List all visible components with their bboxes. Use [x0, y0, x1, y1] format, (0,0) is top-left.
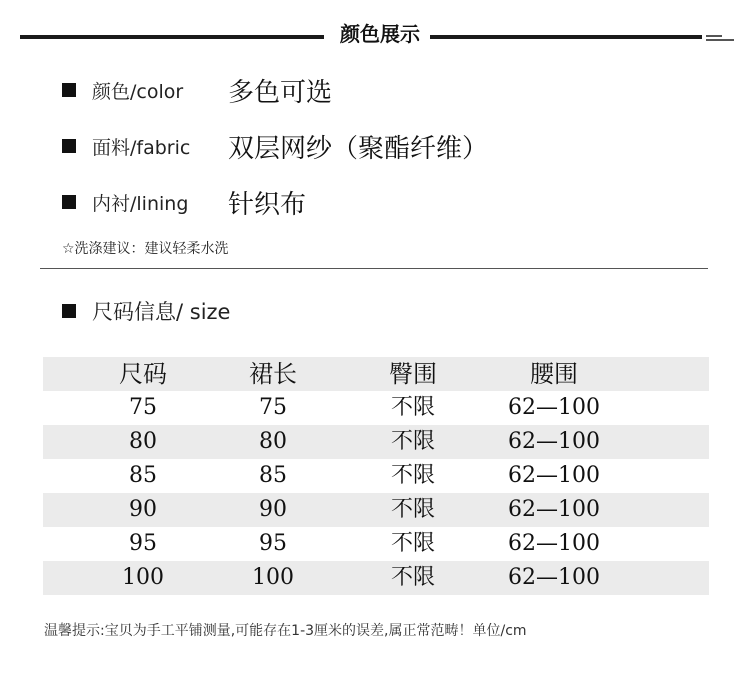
header-line-right — [430, 35, 702, 39]
cell-size: 95 — [129, 531, 157, 556]
cell-length: 80 — [259, 429, 287, 454]
page-title: 颜色展示 — [340, 22, 420, 46]
attribute-label: 面料/fabric — [92, 136, 191, 159]
attribute-value: 双层网纱（聚酯纤维） — [228, 133, 489, 164]
attribute-value: 多色可选 — [228, 77, 333, 108]
attribute-row-lining — [62, 186, 306, 218]
cell-length: 75 — [259, 395, 287, 420]
size-section-heading — [62, 295, 230, 327]
attribute-value: 针织布 — [228, 189, 307, 220]
size-section-title: 尺码信息/ size — [92, 300, 231, 324]
cell-length: 95 — [259, 531, 287, 556]
cell-hip: 不限 — [390, 565, 435, 590]
header-line-left — [20, 35, 324, 39]
cell-hip: 不限 — [390, 429, 435, 454]
table-row — [43, 493, 709, 527]
wash-advice: ☆洗涤建议：建议轻柔水洗 — [62, 241, 229, 257]
cell-size: 85 — [129, 463, 157, 488]
table-header-row — [43, 357, 709, 391]
attribute-label: 内衬/lining — [92, 192, 189, 215]
cell-size: 90 — [129, 497, 157, 522]
attribute-label: 颜色/color — [92, 80, 184, 103]
cell-waist: 62—100 — [508, 395, 600, 420]
table-row — [43, 527, 709, 561]
cell-waist: 62—100 — [508, 429, 600, 454]
table-row — [43, 459, 709, 493]
cell-hip: 不限 — [390, 395, 435, 420]
cell-waist: 62—100 — [508, 531, 600, 556]
measurement-note: 温馨提示:宝贝为手工平铺测量,可能存在1-3厘米的误差,属正常范畴！单位/cm — [44, 623, 527, 639]
cell-length: 90 — [259, 497, 287, 522]
cell-waist: 62—100 — [508, 463, 600, 488]
section-divider — [40, 268, 708, 269]
cell-size: 100 — [122, 565, 164, 590]
attribute-row-fabric — [62, 130, 488, 162]
column-header-length: 裙长 — [249, 360, 297, 388]
square-bullet-icon — [62, 83, 76, 97]
cell-length: 85 — [259, 463, 287, 488]
cell-length: 100 — [252, 565, 294, 590]
cell-waist: 62—100 — [508, 497, 600, 522]
square-bullet-icon — [62, 195, 76, 209]
cell-size: 80 — [129, 429, 157, 454]
cell-hip: 不限 — [390, 497, 435, 522]
cell-hip: 不限 — [390, 463, 435, 488]
table-row — [43, 425, 709, 459]
square-bullet-icon — [62, 304, 76, 318]
cell-hip: 不限 — [390, 531, 435, 556]
table-row — [43, 391, 709, 425]
square-bullet-icon — [62, 139, 76, 153]
cell-size: 75 — [129, 395, 157, 420]
size-table — [43, 357, 709, 595]
cell-waist: 62—100 — [508, 565, 600, 590]
column-header-waist: 腰围 — [530, 360, 578, 388]
column-header-hip: 臀围 — [389, 360, 437, 388]
column-header-size: 尺码 — [119, 360, 167, 388]
header-decoration-icon — [706, 33, 734, 43]
table-row — [43, 561, 709, 595]
attribute-row-color — [62, 74, 332, 106]
